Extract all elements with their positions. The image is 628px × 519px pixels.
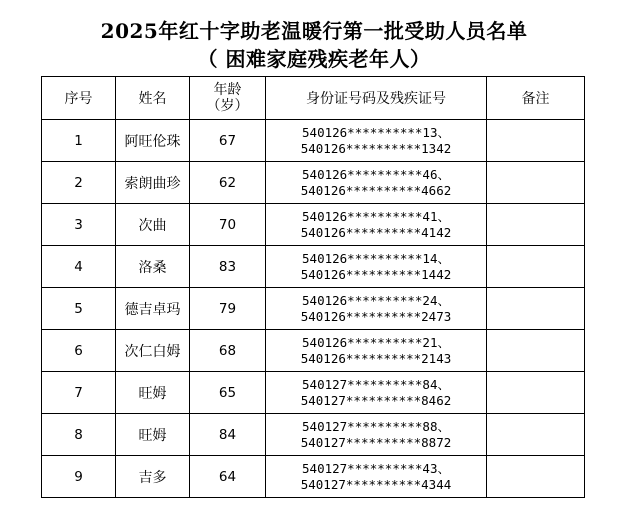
row-age: 83 [190, 246, 266, 288]
document-subtitle: （ 困难家庭残疾老年人） [197, 47, 431, 71]
row-index: 4 [42, 246, 116, 288]
row-note [487, 414, 585, 456]
row-id-numbers [266, 330, 487, 372]
row-name: 阿旺伦珠 [116, 120, 190, 162]
row-age: 65 [190, 372, 266, 414]
row-id-numbers [266, 246, 487, 288]
row-id-number: 540126**********13、 [302, 124, 450, 140]
row-index: 5 [42, 288, 116, 330]
row-age: 68 [190, 330, 266, 372]
row-note [487, 120, 585, 162]
row-index: 7 [42, 372, 116, 414]
row-disability-number: 540126**********1442 [300, 266, 452, 282]
table-row [42, 414, 585, 456]
row-id-numbers [266, 372, 487, 414]
table-row [42, 162, 585, 204]
row-id-number: 540127**********43、 [302, 460, 450, 476]
header-index: 序号 [42, 77, 116, 120]
table-row [42, 372, 585, 414]
row-note [487, 372, 585, 414]
header-age-unit: （岁） [206, 98, 249, 114]
row-disability-number: 540127**********4344 [300, 476, 452, 492]
row-age: 84 [190, 414, 266, 456]
row-name: 德吉卓玛 [116, 288, 190, 330]
table-row [42, 288, 585, 330]
row-name: 索朗曲珍 [116, 162, 190, 204]
row-disability-number: 540126**********2143 [300, 350, 452, 366]
header-name: 姓名 [116, 77, 190, 120]
row-id-number: 540126**********41、 [302, 208, 450, 224]
document-title: 2025年红十字助老温暖行第一批受助人员名单 [100, 19, 528, 43]
row-name: 洛桑 [116, 246, 190, 288]
row-age: 79 [190, 288, 266, 330]
row-id-number: 540127**********88、 [302, 418, 450, 434]
row-index: 6 [42, 330, 116, 372]
row-note [487, 246, 585, 288]
row-note [487, 288, 585, 330]
row-disability-number: 540126**********1342 [300, 140, 452, 156]
row-id-numbers [266, 120, 487, 162]
row-note [487, 204, 585, 246]
row-index: 9 [42, 456, 116, 498]
header-age-label: 年龄 [213, 82, 242, 98]
row-index: 8 [42, 414, 116, 456]
row-id-numbers [266, 288, 487, 330]
row-name: 次曲 [116, 204, 190, 246]
row-disability-number: 540126**********2473 [300, 308, 452, 324]
row-disability-number: 540126**********4142 [300, 224, 452, 240]
row-id-number: 540126**********14、 [302, 250, 450, 266]
row-name: 次仁白姆 [116, 330, 190, 372]
row-age: 62 [190, 162, 266, 204]
row-age: 64 [190, 456, 266, 498]
row-disability-number: 540127**********8872 [300, 434, 452, 450]
row-id-numbers [266, 204, 487, 246]
row-id-numbers [266, 162, 487, 204]
row-index: 2 [42, 162, 116, 204]
row-index: 3 [42, 204, 116, 246]
row-name: 旺姆 [116, 372, 190, 414]
recipient-table [41, 76, 585, 498]
header-id: 身份证号码及残疾证号 [266, 77, 487, 120]
row-name: 吉多 [116, 456, 190, 498]
row-index: 1 [42, 120, 116, 162]
row-id-number: 540127**********84、 [302, 376, 450, 392]
row-note [487, 456, 585, 498]
row-age: 67 [190, 120, 266, 162]
row-id-number: 540126**********21、 [302, 334, 450, 350]
table-row [42, 204, 585, 246]
row-id-numbers [266, 414, 487, 456]
table-row [42, 246, 585, 288]
row-id-number: 540126**********46、 [302, 166, 450, 182]
row-note [487, 330, 585, 372]
row-disability-number: 540127**********8462 [300, 392, 452, 408]
row-name: 旺姆 [116, 414, 190, 456]
header-age [190, 77, 266, 120]
table-row [42, 330, 585, 372]
row-disability-number: 540126**********4662 [300, 182, 452, 198]
row-note [487, 162, 585, 204]
row-id-numbers [266, 456, 487, 498]
row-id-number: 540126**********24、 [302, 292, 450, 308]
header-note: 备注 [487, 77, 585, 120]
table-row [42, 120, 585, 162]
row-age: 70 [190, 204, 266, 246]
table-header-row [42, 77, 585, 120]
table-row [42, 456, 585, 498]
